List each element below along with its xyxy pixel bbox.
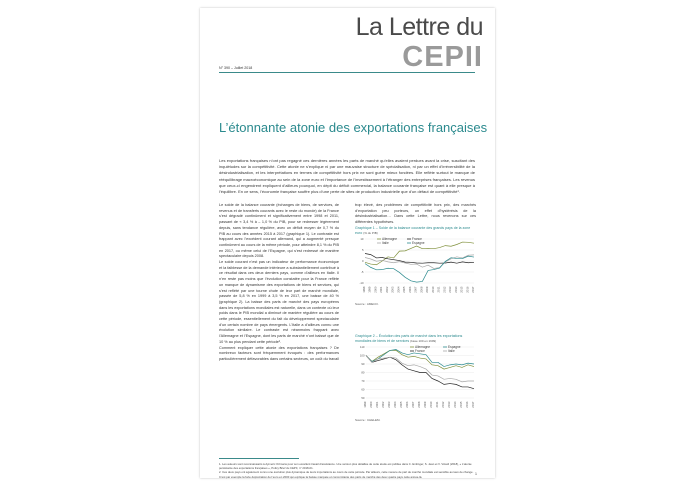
series-line-espagne xyxy=(365,256,474,282)
x-tick-label: 2003 xyxy=(390,286,395,293)
y-tick-label: 5 xyxy=(361,248,364,253)
x-tick-label: 1998 xyxy=(362,286,366,293)
series-line-allemagne xyxy=(365,242,474,265)
x-tick-label: 2017 xyxy=(471,286,475,293)
y-tick-label: 100 xyxy=(359,353,365,358)
graph-2-title xyxy=(355,334,476,343)
x-tick-label: 2006 xyxy=(405,401,409,408)
x-tick-label: 2005 xyxy=(399,401,403,408)
graph-1-chart xyxy=(355,235,476,297)
x-tick-label: 2010 xyxy=(429,401,433,408)
x-tick-label: 2015 xyxy=(459,401,463,408)
graph-2-title-text: Graphique 2 – Évolution des parts de marché dans les exportations mondiales de biens et de services xyxy=(355,334,463,343)
body-column-right xyxy=(355,203,476,226)
x-tick-label: 2008 xyxy=(419,286,424,293)
x-tick-label: 2011 xyxy=(435,401,439,408)
x-tick-label: 2001 xyxy=(379,286,384,293)
x-tick-label: 2015 xyxy=(459,286,464,293)
legend-label: Italie xyxy=(448,349,455,354)
y-tick-label: -10 xyxy=(359,281,364,286)
graph-2-source: Source : CHELEM. xyxy=(355,418,381,423)
y-tick-label: 110 xyxy=(360,345,365,350)
x-tick-label: 2003 xyxy=(387,401,391,408)
x-tick-label: 2012 xyxy=(441,401,445,408)
x-tick-label: 1999 xyxy=(363,401,367,408)
article-abstract: Les exportations françaises n’ont pas regagné ces dernières années les parts de marché qu’elles avaient perdues avant la crise, suscitant des inquiétudes sur la compétitivité. Cette atonie ne s’explique ni par une mauvaise structure de spécialisation, ni par un effet d’irréversibilité de la désindustrialisation, et les interprétations en termes de compétitivité hors prix ne sont guère mieux fondées. Elle reflète surtout le manque de rééquilibrage macroéconomique au sein de la zone euro et l’importance de l’investissement à l’étranger des entreprises françaises. Les revenus que ceux-ci engendrent expliquent d’ailleurs pourquoi, en dépit du déficit commercial, la balance courante française est quant à elle presque à l’équilibre. En ce sens, l’économie française souffre plus d’une perte de sites de production industrielle que d’un défaut de compétitivité¹. xyxy=(219,158,475,195)
y-tick-label: 60 xyxy=(361,387,365,392)
x-tick-label: 2004 xyxy=(396,286,401,293)
x-tick-label: 2016 xyxy=(465,401,469,408)
y-tick-label: -5 xyxy=(361,270,364,275)
x-tick-label: 2013 xyxy=(448,286,453,293)
series-line-france xyxy=(366,356,474,389)
graph-2-unit: (base 100 en 1999) xyxy=(410,338,437,343)
footnote-rule xyxy=(219,458,299,459)
x-tick-label: 2014 xyxy=(453,401,457,408)
graph-1-title-text: Graphique 1 – Solde de la balance courante des grands pays de la zone euro xyxy=(355,226,471,235)
x-tick-label: 2009 xyxy=(425,286,430,293)
body-paragraph: Comment expliquer cette atonie des exportations françaises ? De nombreux facteurs sont fréquemment évoqués : des performances particulièrement défavorables dans certains secteurs, un coût du travail xyxy=(219,345,339,361)
x-tick-label: 1999 xyxy=(367,286,372,293)
x-tick-label: 2002 xyxy=(381,401,385,408)
x-tick-label: 2014 xyxy=(453,286,458,293)
x-tick-label: 2004 xyxy=(393,401,397,408)
x-tick-label: 2006 xyxy=(407,286,412,293)
y-tick-label: 90 xyxy=(361,362,365,367)
document-page xyxy=(200,8,495,478)
graph-1-title xyxy=(355,226,476,235)
issue-info: N° 390 – Juillet 2018 xyxy=(219,66,253,70)
legend-label: Espagne xyxy=(448,345,461,350)
cepii-logo: CEPII xyxy=(402,41,483,73)
legend-label: Italie xyxy=(382,241,389,246)
x-tick-label: 2013 xyxy=(447,401,451,408)
x-tick-label: 2012 xyxy=(442,286,447,293)
publication-title: La Lettre du xyxy=(355,13,483,41)
x-tick-label: 2005 xyxy=(402,286,407,293)
body-column-left xyxy=(219,203,339,363)
y-tick-label: 0 xyxy=(361,259,364,264)
body-paragraph: Le solde de la balance courante (échanges de biens, de services, de revenus et de transferts courants avec le reste du monde) de la France s’est dégradé continûment et significativement entre 1998 et 2011, passant de « 3,4 % à – 1,0 % du PIB, pour se redresser légèrement depuis, sans tendance régulière, avec un déficit moyen de 0,7 % du PIB au cours des années 2015 à 2017 (graphique 1). Le contraste est frappant avec l’excédent courant allemand, qui a augmenté presque continûment au cours de la même période, pour atteindre 8,1 % du PIB en 2017, ou même celui de l’Espagne, qui s’est redressé de manière spectaculaire depuis 2008. xyxy=(219,203,339,259)
x-tick-label: 2000 xyxy=(369,401,373,408)
x-tick-label: 2008 xyxy=(417,401,421,408)
graph-2 xyxy=(355,334,476,422)
header-rule xyxy=(219,72,475,73)
x-tick-label: 2011 xyxy=(436,286,441,293)
page-number: 1 xyxy=(475,472,477,476)
x-tick-label: 2017 xyxy=(471,401,475,408)
legend-label: France xyxy=(415,349,425,354)
body-paragraph: Le solde courant n’est pas un indicateur de performance économique et la faiblesse de la demande intérieure a substantiellement contribué à ce résultat dans ces deux derniers pays, comme d’ailleurs en Italie. Il n’en reste pas moins que l’évolution constatée pour la France reflète un manque de dynamisme des exportations de biens et services, qui s’est reflété par une tourne chute de leur part de marché mondiale, passée de 5,8 % en 1999 à 3,5 % en 2017, une baisse de 40 % (graphique 2). La baisse des parts de marché des pays européens dans les exportations mondiales est naturelle, dans un contexte où leur poids dans le PIB mondial a diminué de manière régulière au cours de cette période, essentiellement du fait du développement spectaculaire d’un certain nombre de pays émergents. L’Italie a d’ailleurs connu une évolution similaire. Le contraste est néanmoins frappant avec l’Allemagne et l’Espagne, dont les parts de marché n’ont baissé que de 10 % au plus pendant cette période². xyxy=(219,260,339,344)
x-tick-label: 2007 xyxy=(413,286,418,293)
graph-1-source: Source : AMECO. xyxy=(355,302,379,307)
x-tick-label: 2009 xyxy=(423,401,427,408)
article-headline: L’étonnante atonie des exportations françaises xyxy=(219,120,488,135)
graph-2-chart xyxy=(355,343,476,413)
legend-label: France xyxy=(412,237,422,242)
masthead xyxy=(356,14,483,72)
x-tick-label: 2001 xyxy=(375,401,379,408)
footnotes xyxy=(219,462,475,479)
legend-label: Espagne xyxy=(412,241,425,246)
y-tick-label: 50 xyxy=(361,396,365,401)
graph-1-unit: (% du PIB) xyxy=(363,230,378,235)
legend-label: Allemagne xyxy=(382,237,398,242)
y-tick-label: 10 xyxy=(360,237,364,242)
x-tick-label: 2016 xyxy=(465,286,470,293)
x-tick-label: 2002 xyxy=(384,286,389,293)
legend-label: Allemagne xyxy=(415,345,431,350)
graph-1 xyxy=(355,226,476,306)
footnote: 1. Les auteurs sont reconnaissants à Aymeric Ortmans pour son excellent travail d’assistance. Une version plus détaillée de cette étude est publiée dans C. Emlinger, S. Jean et V. Vicard (2018), « L’atonie persistante des exportations françaises », Policy Brief du CEPII, n° 2018-01. xyxy=(219,462,472,471)
x-tick-label: 2000 xyxy=(373,286,378,293)
y-tick-label: 80 xyxy=(361,370,365,375)
body-paragraph: trop élevé, des problèmes de compétitivité hors prix, des marchés d’exportation peu porteurs, un effet d’hystérésis de la désindustrialisation… Dans cette Lettre, nous revenons sur ces différentes hypothèses. xyxy=(355,203,476,225)
footnote: 2. Ces deux pays ont également connu une évolution plus dynamique de leurs importations au cours de cette période. Par ailleurs, cette mesure de part de marché mondiale est sensible au taux de change. C’est par exemple la forte dépréciation de l’euro en 2000 qui explique la baisse marquée et concomitante des parts de marché des deux quatre pays cette année-là. xyxy=(219,470,474,479)
x-tick-label: 2010 xyxy=(430,286,435,293)
y-tick-label: 70 xyxy=(361,379,365,384)
x-tick-label: 2007 xyxy=(411,401,415,408)
